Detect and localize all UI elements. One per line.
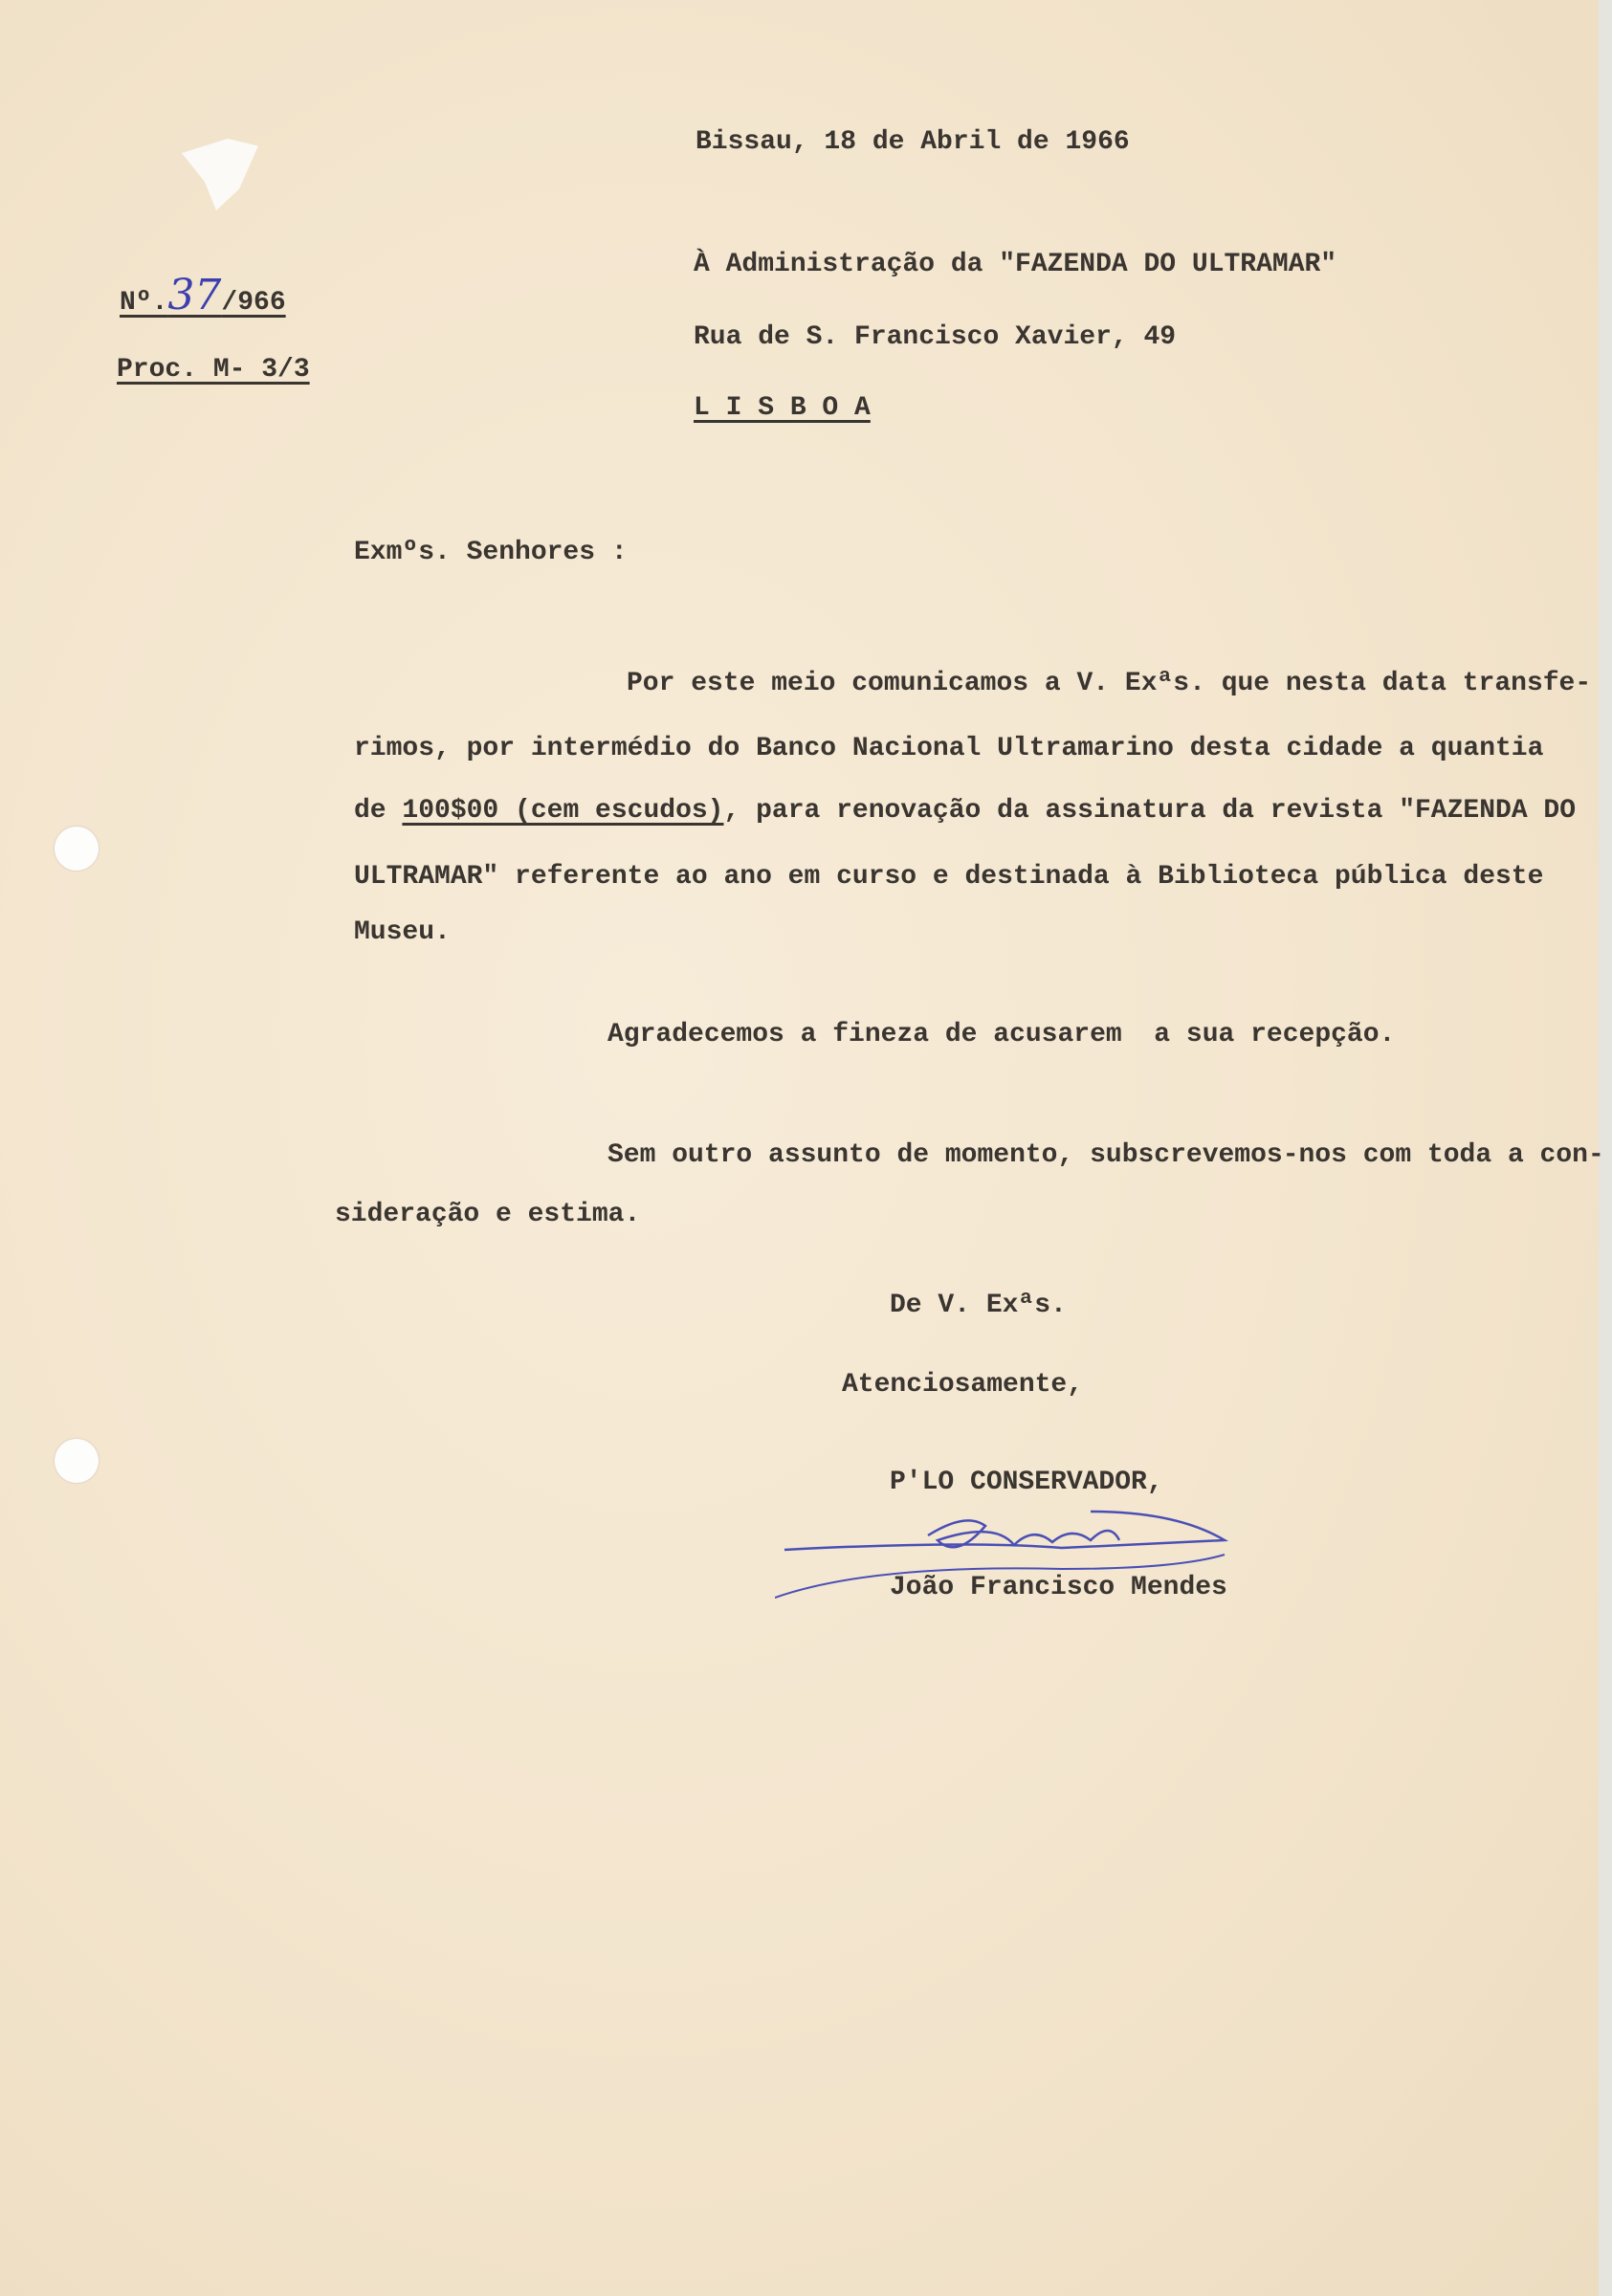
process-number: Proc. M- 3/3: [117, 355, 310, 385]
recipient-line2: Rua de S. Francisco Xavier, 49: [694, 322, 1177, 352]
reference-handwritten: 37: [167, 271, 222, 320]
paper-tear: [182, 139, 258, 210]
salutation: Exmºs. Senhores :: [354, 538, 628, 567]
reference-prefix: Nº.: [120, 288, 168, 318]
closing-line2: Atenciosamente,: [842, 1370, 1084, 1400]
reference-year: /966: [221, 288, 286, 318]
recipient-line1: À Administração da "FAZENDA DO ULTRAMAR": [694, 250, 1337, 279]
closing-line1: De V. Exªs.: [890, 1291, 1067, 1320]
punch-hole: [55, 1439, 99, 1483]
place-date: Bissau, 18 de Abril de 1966: [696, 127, 1130, 157]
paragraph-thanks: Agradecemos a fineza de acusarem a sua recepção.: [607, 1020, 1396, 1049]
body-line: [354, 795, 1576, 828]
body-line: Museu.: [354, 917, 451, 947]
line-prefix: de: [354, 796, 403, 826]
punch-hole: [55, 827, 99, 871]
amount: 100$00 (cem escudos): [402, 796, 724, 826]
body-line: ULTRAMAR" referente ao ano em curso e destinada à Biblioteca pública deste: [354, 862, 1544, 892]
line-rest: para renovação da assinatura da revista "FAZENDA DO: [756, 796, 1577, 826]
signatory-name: João Francisco Mendes: [890, 1573, 1227, 1602]
signatory-title: P'LO CONSERVADOR,: [890, 1468, 1163, 1497]
body-line: Sem outro assunto de momento, subscrevemos-nos com toda a con-: [607, 1140, 1604, 1170]
body-line: Por este meio comunicamos a V. Exªs. que nesta data transfe-: [627, 669, 1592, 698]
body-line: rimos, por intermédio do Banco Nacional Ultramarino desta cidade a quantia: [354, 734, 1544, 763]
amount-suffix: ,: [723, 796, 757, 826]
recipient-city: L I S B O A: [694, 393, 871, 423]
body-line: sideração e estima.: [335, 1200, 641, 1229]
reference-number: [120, 271, 286, 320]
